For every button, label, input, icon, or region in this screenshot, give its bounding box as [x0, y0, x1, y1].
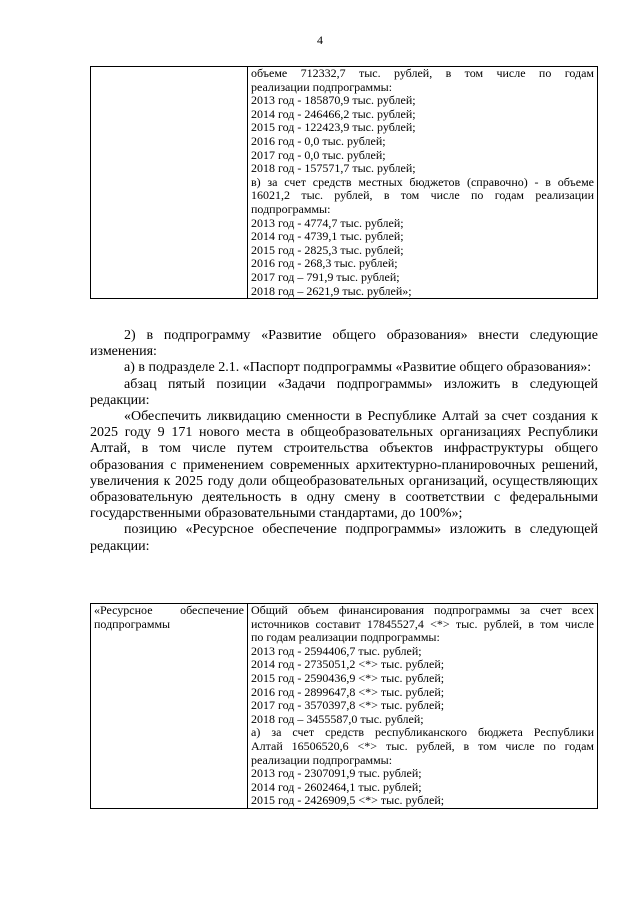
paragraph-passport-subsection: а) в подразделе 2.1. «Паспорт подпрограммы «Развитие общего образования»:	[124, 360, 592, 376]
text-line: в) за счет средств местных бюджетов (справочно) - в объеме	[251, 174, 594, 189]
text-line: реализации подпрограммы:	[251, 752, 393, 767]
funding-table-continued	[90, 66, 598, 299]
text-line: 2018 год – 2621,9 тыс. рублей»;	[251, 283, 412, 298]
text-line: 2014 год - 2735051,2 <*> тыс. рублей;	[251, 657, 445, 672]
text-line: 2014 год - 246466,2 тыс. рублей;	[251, 106, 416, 121]
text-line: Алтай 16506520,6 <*> тыс. рублей, в том числе по годам	[251, 738, 594, 753]
text-line: 2018 год - 157571,7 тыс. рублей;	[251, 161, 416, 176]
text-line: объеме 712332,7 тыс. рублей, в том числе по годам	[251, 66, 594, 80]
table-cell-funding-text	[248, 67, 598, 299]
text-line: 2018 год – 3455587,0 тыс. рублей;	[251, 711, 424, 726]
text-line: 2013 год - 185870,9 тыс. рублей;	[251, 93, 416, 108]
text-line: подпрограммы	[94, 616, 171, 631]
text-line: 2017 год - 0,0 тыс. рублей;	[251, 147, 386, 162]
table-cell-funding-text	[248, 604, 598, 809]
text-line: 2016 год - 0,0 тыс. рублей;	[251, 133, 386, 148]
text-line: 2015 год - 2825,3 тыс. рублей;	[251, 242, 404, 257]
text-line: а) за счет средств республиканского бюджета Республики	[251, 725, 594, 740]
text-line: 2016 год - 268,3 тыс. рублей;	[251, 256, 398, 271]
paragraph-tasks-edit: абзац пятый позиции «Задачи подпрограммы» изложить в следующей редакции:	[90, 376, 598, 408]
text-line: реализации подпрограммы:	[251, 79, 393, 94]
paragraph-resource-position: позицию «Ресурсное обеспечение подпрограммы» изложить в следующей редакции:	[90, 522, 598, 554]
resource-provision-table	[90, 603, 598, 809]
table-cell-position-name	[91, 604, 248, 809]
text-line: 2015 год - 122423,9 тыс. рублей;	[251, 120, 416, 135]
text-line: источников составит 17845527,4 <*> тыс. рублей, в том числе	[251, 616, 594, 631]
text-line: 2017 год - 3570397,8 <*> тыс. рублей;	[251, 698, 445, 713]
text-line: 2015 год - 2590436,9 <*> тыс. рублей;	[251, 670, 445, 685]
table-cell-empty	[91, 67, 248, 299]
text-line: 2015 год - 2426909,5 <*> тыс. рублей;	[251, 793, 445, 808]
text-line: 2016 год - 2899647,8 <*> тыс. рублей;	[251, 684, 445, 699]
paragraph-tasks-quote: «Обеспечить ликвидацию сменности в Республике Алтай за счет создания к 2025 году 9 171 нового места в общеобразовательных организациях Республики Алтай, в том числе путем строительства объектов инфраструктуры общего образования с применением современных архитектурно-планировочных решений, увеличения к 2025 году доли общеобразовательных организаций, осуществляющих образовательную деятельность в одну смену в соответствии с федеральными государственными образовательными стандартами, до 100%»;	[90, 409, 598, 522]
text-line: 2013 год - 2307091,9 тыс. рублей;	[251, 766, 422, 781]
document-body	[90, 328, 598, 555]
paragraph-subprogram-changes: 2) в подпрограмму «Развитие общего образования» внести следующие изменения:	[90, 328, 598, 360]
text-line: 2013 год - 2594406,7 тыс. рублей;	[251, 643, 422, 658]
table-row	[91, 604, 598, 809]
page-number: 4	[317, 33, 323, 47]
text-line: 2014 год - 4739,1 тыс. рублей;	[251, 229, 404, 244]
table-row	[91, 67, 598, 299]
text-line: Общий объем финансирования подпрограммы за счет всех	[251, 603, 594, 617]
text-line: подпрограммы:	[251, 201, 331, 216]
text-line: 2017 год – 791,9 тыс. рублей;	[251, 269, 400, 284]
text-line: 2013 год - 4774,7 тыс. рублей;	[251, 215, 404, 230]
text-line: «Ресурсное обеспечение	[94, 603, 244, 617]
text-line: 16021,2 тыс. рублей, в том числе по годам реализации	[251, 188, 594, 203]
text-line: по годам реализации подпрограммы:	[251, 630, 440, 645]
text-line: 2014 год - 2602464,1 тыс. рублей;	[251, 779, 422, 794]
